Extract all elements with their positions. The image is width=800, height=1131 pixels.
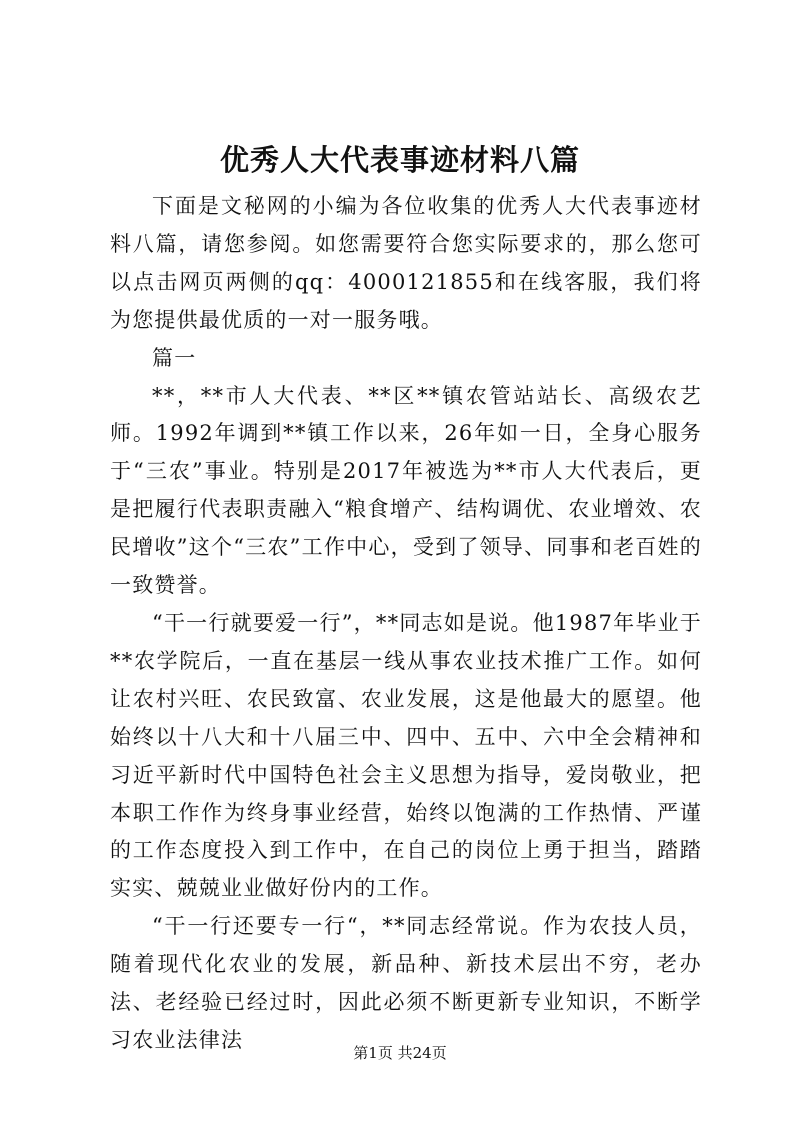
- document-body: [110, 188, 702, 1060]
- paragraph-specialize: “干一行还要专一行“，**同志经常说。作为农技人员，随着现代化农业的发展，新品种、新技术层出不穷，老办法、老经验已经过时，因此必须不断更新专业知识，不断学习农业法律法: [110, 914, 702, 1052]
- paragraph-intro: 下面是文秘网的小编为各位收集的优秀人大代表事迹材料八篇，请您参阅。如您需要符合您实际要求的，那么您可以点击网页两侧的qq：4000121855和在线客服，我们将为您提供最优质的一对一服务哦。: [110, 194, 702, 332]
- paragraph-profile: **，**市人大代表、**区**镇农管站站长、高级农艺师。1992年调到**镇工作以来，26年如一日，全身心服务于“三农”事业。特别是2017年被选为**市人大代表后，更是把履行代表职责融入“粮食增产、结构调优、农业增效、农民增收”这个“三农”工作中心，受到了领导、同事和老百姓的一致赞誉。: [110, 383, 702, 598]
- section-heading: 篇一: [152, 345, 197, 370]
- paragraph-love-work: “干一行就要爱一行”，**同志如是说。他1987年毕业于**农学院后，一直在基层一线从事农业技术推广工作。如何让农村兴旺、农民致富、农业发展，这是他最大的愿望。他始终以十八大和十八届三中、四中、五中、六中全会精神和习近平新时代中国特色社会主义思想为指导，爱岗敬业，把本职工作作为终身事业经营，始终以饱满的工作热情、严谨的工作态度投入到工作中，在自己的岗位上勇于担当，踏踏实实、兢兢业业做好份内的工作。: [110, 610, 702, 901]
- page-number: 第1页 共24页: [353, 1044, 447, 1062]
- document-title: 优秀人大代表事迹材料八篇: [219, 143, 580, 177]
